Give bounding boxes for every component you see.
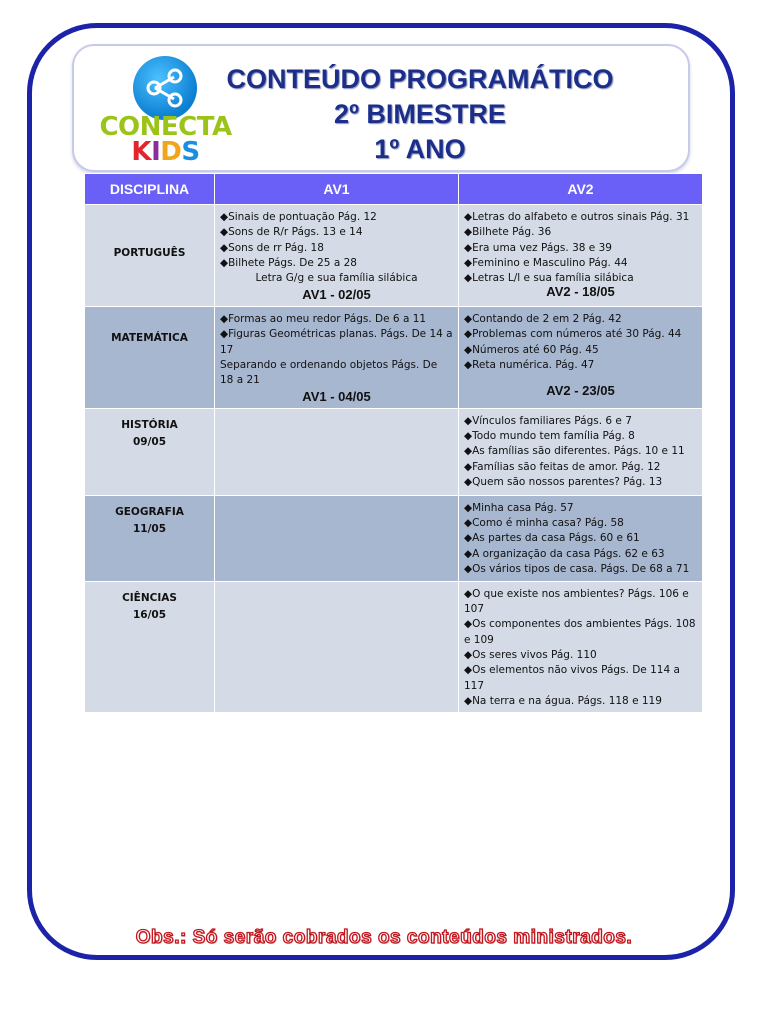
av2-cell	[459, 408, 703, 495]
list-item: ◆A organização da casa Págs. 62 e 63	[464, 547, 665, 560]
list-item: ◆Reta numérica. Pág. 47	[464, 358, 595, 371]
logo-kids-letter: K	[131, 137, 152, 167]
list-item: ◆Era uma vez Págs. 38 e 39	[464, 241, 612, 254]
av1-date-label: AV1 - 02/05	[302, 287, 371, 303]
title-line-3: 1º ANO	[374, 134, 466, 164]
header-disciplina: DISCIPLINA	[85, 174, 215, 205]
av1-cell	[215, 581, 459, 712]
list-item: ◆As famílias são diferentes. Págs. 10 e 11	[464, 445, 685, 458]
list-item: Separando e ordenando objetos Págs. De 18 a 21	[220, 358, 438, 387]
title-line-2: 2º BIMESTRE	[334, 99, 506, 129]
header-av1: AV1	[215, 174, 459, 205]
list-item: ◆Bilhete Pág. 36	[464, 226, 552, 239]
av2-date-label: AV2 - 23/05	[546, 383, 615, 399]
list-item: ◆Letras L/l e sua família silábica	[464, 272, 634, 285]
table-row	[85, 307, 703, 409]
list-item: ◆Sons de rr Pág. 18	[220, 241, 324, 254]
header-av2: AV2	[459, 174, 703, 205]
list-item: ◆Sinais de pontuação Pág. 12	[220, 211, 377, 223]
list-item: ◆Números até 60 Pág. 45	[464, 343, 599, 356]
av1-cell	[215, 205, 459, 307]
list-item: ◆Formas ao meu redor Págs. De 6 a 11	[220, 313, 427, 325]
av1-cell	[215, 408, 459, 495]
list-item: ◆Letras do alfabeto e outros sinais Pág. 31	[464, 211, 690, 223]
av2-cell	[459, 205, 703, 307]
av1-cell	[215, 495, 459, 581]
logo-kids-letter: D	[160, 137, 182, 167]
discipline-cell	[85, 495, 215, 581]
table-header-row	[85, 174, 703, 205]
list-item: ◆Feminino e Masculino Pág. 44	[464, 256, 628, 269]
list-item: ◆Na terra e na água. Págs. 118 e 119	[464, 694, 662, 707]
list-item: ◆Famílias são feitas de amor. Pág. 12	[464, 460, 661, 473]
list-item: ◆Problemas com números até 30 Pág. 44	[464, 328, 682, 341]
discipline-name: GEOGRAFIA	[115, 505, 184, 518]
discipline-name: HISTÓRIA	[121, 418, 178, 431]
table-row	[85, 408, 703, 495]
list-item: ◆O que existe nos ambientes? Págs. 106 e 107	[464, 587, 689, 616]
logo-kids-letter: I	[151, 137, 161, 167]
av2-cell	[459, 581, 703, 712]
content-table	[84, 173, 703, 713]
av1-date-label: AV1 - 04/05	[302, 389, 371, 405]
table-row	[85, 495, 703, 581]
discipline-cell	[85, 581, 215, 712]
list-item: ◆Os elementos não vivos Págs. De 114 a 117	[464, 664, 680, 692]
list-item: Letra G/g e sua família silábica	[255, 272, 418, 285]
discipline-name: PORTUGUÊS	[113, 247, 186, 259]
table-row	[85, 205, 703, 307]
av2-cell	[459, 307, 703, 409]
list-item: ◆Os vários tipos de casa. Págs. De 68 a 71	[464, 562, 690, 575]
list-item: ◆Figuras Geométricas planas. Págs. De 14 a 17	[220, 328, 453, 356]
page-title	[210, 62, 630, 167]
av2-cell	[459, 495, 703, 581]
list-item: ◆Quem são nossos parentes? Pág. 13	[464, 475, 663, 488]
discipline-cell	[85, 307, 215, 409]
discipline-date: 16/05	[132, 608, 167, 621]
list-item: ◆Vínculos familiares Págs. 6 e 7	[464, 414, 632, 427]
list-item: ◆Contando de 2 em 2 Pág. 42	[464, 313, 622, 325]
list-item: ◆Bilhete Págs. De 25 a 28	[220, 256, 357, 269]
title-line-1: CONTEÚDO PROGRAMÁTICO	[226, 64, 614, 94]
footer-note: Obs.: Só serão cobrados os conteúdos ministrados.	[135, 927, 633, 948]
share-icon	[133, 56, 197, 120]
table-row	[85, 581, 703, 712]
list-item: ◆Os componentes dos ambientes Págs. 108 e 109	[464, 618, 696, 646]
discipline-date: 11/05	[132, 522, 167, 535]
logo-kids-letter: S	[181, 137, 200, 167]
discipline-name: MATEMÁTICA	[111, 332, 188, 344]
list-item: ◆Sons de R/r Págs. 13 e 14	[220, 226, 363, 239]
list-item: ◆Minha casa Pág. 57	[464, 501, 574, 514]
discipline-date: 09/05	[132, 435, 167, 448]
list-item: ◆Como é minha casa? Pág. 58	[464, 517, 624, 530]
list-item: ◆Os seres vivos Pág. 110	[464, 648, 597, 661]
av1-cell	[215, 307, 459, 409]
logo-conecta-text: CONECTA	[99, 112, 232, 142]
list-item: ◆Todo mundo tem família Pág. 8	[464, 430, 635, 443]
discipline-cell	[85, 205, 215, 307]
discipline-cell	[85, 408, 215, 495]
av2-date-label: AV2 - 18/05	[546, 284, 615, 300]
list-item: ◆As partes da casa Págs. 60 e 61	[464, 532, 640, 545]
discipline-name: CIÊNCIAS	[122, 591, 177, 604]
